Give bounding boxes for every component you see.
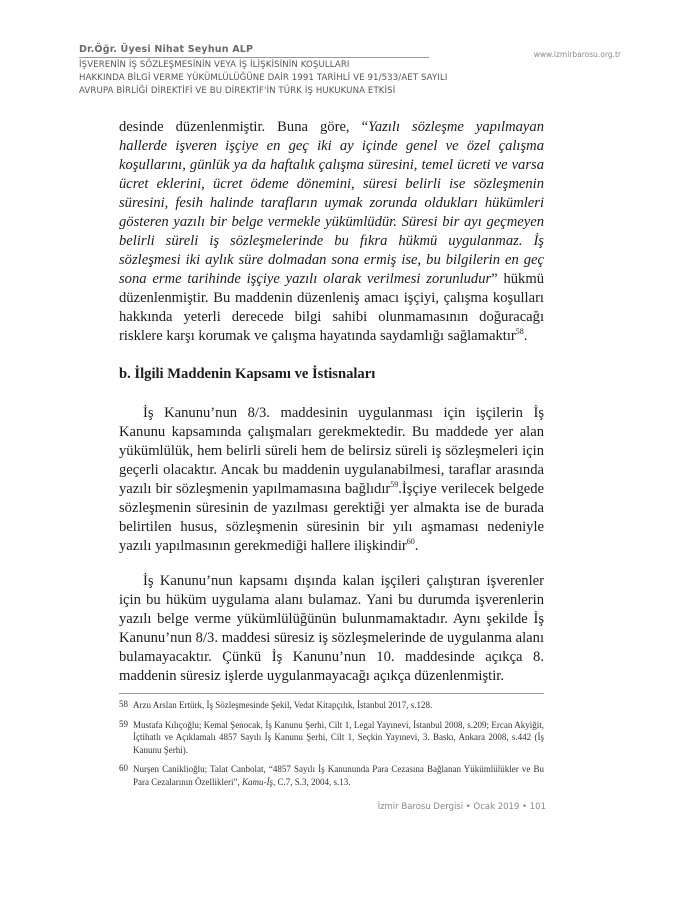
footnote-59 [119,719,544,757]
footnote-ref-60[interactable]: 60 [406,537,415,547]
section-heading: b. İlgili Maddenin Kapsamı ve İstisnaları [119,366,376,382]
running-header [79,44,621,98]
article-title-line-2: HAKKINDA BİLGİ VERME YÜKÜMLÜLÜĞÜNE DAİR 1991 TARİHLİ VE 91/533/AET SAYILI [79,73,448,83]
para2-end: . [414,538,419,554]
law-quote: Yazılı sözleşme yapılmayan hallerde işveren işçiye en geç iki ay içinde genel ve özel çalışma koşullarını, günlük ya da haftalık çalışma süresini, temel ücreti ve varsa ücret eklerini, ücret ödeme dönemini, süresi belirli ise sözleşmenin süresini, fesih halinde tarafların uymak zorunda oldukları hükümleri gösteren yazılı bir belge vermekle yükümlüdür. Süresi bir ayı geçmeyen belirli süreli iş sözleşmelerinde bu fıkra hükmü uygulanmaz. İş sözleşmesi iki aylık süre dolmadan sona ermiş ise, bu bilgilerin en geç sona erme tarihinde işçiye yazılı olarak verilmesi zorunludur [119,119,544,287]
article-title-line-1: İŞVERENİN İŞ SÖZLEŞMESİNİN VEYA İŞ İLİŞKİSİNİN KOŞULLARI [79,60,350,70]
para1-end: . [523,328,528,344]
paragraph-1 [119,118,544,346]
page-footer: İzmir Barosu Dergisi • Ocak 2019 • 101 [377,802,546,812]
author-name: Dr.Öğr. Üyesi Nihat Seyhun ALP [79,44,254,55]
para1-lead: desinde düzenlenmiştir. Buna göre, “ [119,119,369,135]
para2-text-2: .İşçiye verilecek belgede sözleşmenin süresinin de yazılması gerektiği yer almakta ise de burada belirtilen husus, sözleşmenin süresinin bir yılı aşmaması nedeniyle yazılı yapılmasının gerekmediği hallere ilişkindir [119,481,545,554]
footnote-text-b: , C.7, S.3, 2004, s.13. [272,776,351,787]
footnote-number: 58 [119,699,128,709]
website-url: www.izmirbarosu.org.tr [533,50,621,59]
footnote-number: 59 [119,718,128,729]
paragraph-3: İş Kanunu’nun kapsamı dışında kalan işçileri çalıştıran işverenler için bu hüküm uygulama alanı bulamaz. Yani bu durumda işverenlerin yazılı belge verme yükümlülüğünün bulunmamaktadır. Aynı şekilde İş Kanunu’nun 8/3. maddesi süresiz iş sözleşmelerinde de uygulanma alanı bulamayacaktır. Çünkü İş Kanunu’nun 10. maddesinde açıkça 8. maddenin süresiz işlerde uygulanmayacağı açıkça düzenlenmiştir. [119,573,544,684]
para1-tail: ” hükmü düzenlenmiştir. Bu maddenin düzenleniş amacı işçiyi, çalışma koşulları hakkında yeterli derecede bilgi sahibi olunmamasının doğuracağı risklere karşı korumak ve çalışma hayatında saydamlığı sağlamaktır [119,271,544,344]
footnote-ref-58[interactable]: 58 [515,327,524,337]
footnote-text: Mustafa Kılıçoğlu; Kemal Şenocak, İş Kanunu Şerhi, Cilt 1, Legal Yayınevi, İstanbul 2008, s.209; Ercan Akyiğit, İçtihatlı ve Açıklamalı 4857 Sayılı İş Kanunu Şerhi, Cilt 1, Seçkin Yayınevi, 3. Baskı, Ankara 2008, s.442 (İş Kanunu Şerhi). [133,719,544,755]
footnote-ref-59[interactable]: 59 [390,480,399,490]
header-rule [79,57,429,58]
paragraph-2 [119,404,544,556]
footnotes [119,699,544,795]
article-title-line-3: AVRUPA BİRLİĞİ DİREKTİFİ VE BU DİREKTİF'İN TÜRK İŞ HUKUKUNA ETKİSİ [79,86,396,96]
footnote-number: 60 [119,763,128,773]
footnote-text: Arzu Arslan Ertürk, İş Sözleşmesinde Şekil, Vedat Kitapçılık, İstanbul 2017, s.128. [133,700,433,710]
footnote-text-a: Nurşen Caniklioğlu; Talat Canbolat, “4857 Sayılı İş Kanununda Para Cezasına Bağlanan Yükümlülükler ve Bu Para Cezalarının Özellikleri”, [133,764,544,787]
footnote-58 [119,699,544,712]
footnote-rule [119,693,544,694]
para2-text-1: İş Kanunu’nun 8/3. maddesinin uygulanması için işçilerin İş Kanunu kapsamında çalışmaları gerekmektedir. Bu maddede yer alan yükümlülük, hem belirli süreli hem de belirsiz süreli iş sözleşmeleri için geçerli olacaktır. Ancak bu maddenin uygulanabilmesi, taraflar arasında yazılı bir sözleşmenin yapılmamasına bağlıdır [119,405,544,497]
footnote-60 [119,763,544,788]
journal-name: Kamu-İş [241,776,273,787]
